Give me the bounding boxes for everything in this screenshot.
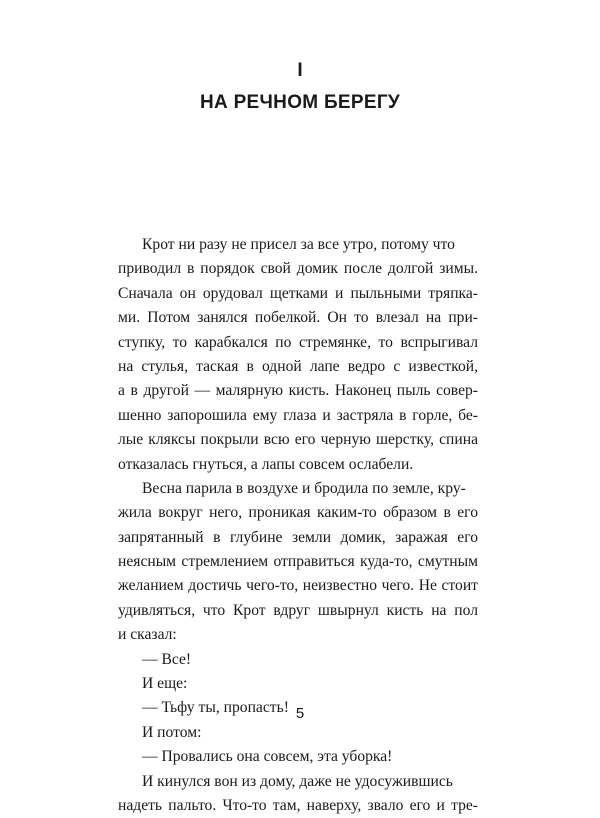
text-line: Сначала он орудовал щетками и пыльными тряпка- [118, 284, 478, 302]
text-line: запрятанный в глубине земли домик, заражая его [118, 528, 478, 546]
text-line: ступку, то карабкался по стремянке, то вспрыгивал [118, 333, 478, 351]
text-line: ми. Потом занялся побелкой. Он то влезал на при- [118, 309, 478, 327]
text-line: И кинулся вон из дому, даже не удосужившись [142, 772, 453, 790]
chapter-number: I [297, 60, 303, 81]
text-line: Весна парила в воздухе и бродила по земле, кру- [142, 479, 466, 497]
text-line: и сказал: [118, 626, 177, 644]
text-line: надеть пальто. Что-то там, наверху, звало его и тре- [118, 796, 478, 814]
text-line: — Провались она совсем, эта уборка! [142, 748, 393, 766]
text-line: — Тьфу ты, пропасть! [142, 699, 289, 717]
text-line: Крот ни разу не присел за все утро, потому что [142, 236, 455, 253]
text-line: И потом: [142, 723, 202, 741]
text-line: шенно запорошила ему глаза и застряла в горле, бе- [118, 406, 478, 424]
text-line: а в другой — малярную кисть. Наконец пыль совер- [118, 382, 478, 400]
text-line: приводил в порядок свой домик после долгой зимы. [118, 260, 478, 278]
chapter-title: НА РЕЧНОМ БЕРЕГУ [199, 92, 401, 113]
text-line: желанием достичь чего-то, неизвестно чего. Не стоит [118, 577, 478, 595]
text-line: И еще: [142, 675, 188, 693]
text-line: удивляться, что Крот вдруг швырнул кисть на пол [118, 601, 478, 619]
page-number: 5 [295, 705, 305, 722]
text-line: лые кляксы покрыли всю его черную шерстку, спина [118, 431, 478, 449]
body-text [118, 233, 478, 818]
text-line: на стулья, таская в одной лапе ведро с известкой, [118, 357, 478, 375]
text-line: отказалась гнуться, а лапы совсем ослабели. [118, 455, 414, 473]
text-line: жила вокруг него, проникая каким-то образом в его [118, 504, 478, 522]
text-line: неясным стремлением отправиться куда-то, смутным [118, 553, 478, 571]
text-line: — Все! [142, 650, 192, 668]
